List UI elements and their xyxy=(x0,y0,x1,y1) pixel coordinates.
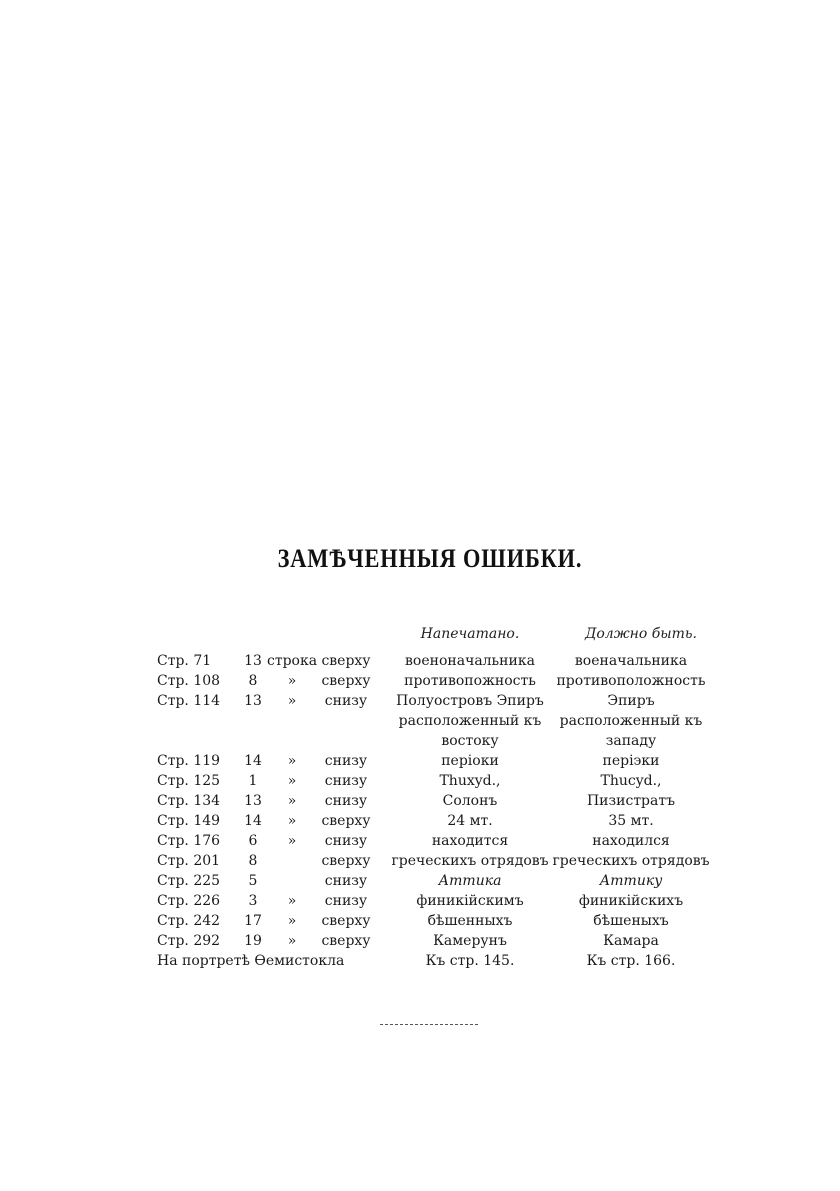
line-number: 19 xyxy=(244,933,262,949)
errata-row xyxy=(0,911,840,931)
page-ref: Стр. 108 xyxy=(157,673,221,689)
errata-row xyxy=(0,651,840,671)
correct-text: перiэки xyxy=(602,753,660,769)
line-word: » xyxy=(287,893,297,909)
printed-text: Солонъ xyxy=(442,793,498,809)
printed-text: Аттика xyxy=(438,873,502,889)
direction: снизу xyxy=(324,893,368,909)
page-ref: Стр. 226 xyxy=(157,893,221,909)
portrait-label: На портретѣ Ѳемистокла xyxy=(157,953,345,969)
line-word: » xyxy=(287,673,297,689)
page-ref: Стр. 201 xyxy=(157,853,221,869)
direction: сверху xyxy=(321,653,371,669)
line-number: 17 xyxy=(244,913,262,929)
errata-row xyxy=(0,831,840,851)
direction: снизу xyxy=(324,873,368,889)
printed-text: военоначальника xyxy=(405,653,535,669)
direction: снизу xyxy=(324,833,368,849)
printed-text: находится xyxy=(431,833,509,849)
errata-table xyxy=(0,651,840,971)
closing-rule xyxy=(380,1024,478,1025)
errata-row xyxy=(0,931,840,951)
correct-text: бѣшеныхъ xyxy=(593,913,669,929)
correct-text: 35 мт. xyxy=(608,813,654,829)
line-number: 1 xyxy=(248,773,258,789)
direction: сверху xyxy=(321,673,371,689)
printed-text: 24 мт. xyxy=(447,813,493,829)
correct-text: находился xyxy=(592,833,670,849)
direction: снизу xyxy=(324,793,368,809)
direction: снизу xyxy=(324,753,368,769)
direction: снизу xyxy=(324,773,368,789)
correct-text: Аттику xyxy=(599,873,663,889)
line-number: 13 xyxy=(244,693,262,709)
direction: сверху xyxy=(321,913,371,929)
direction: сверху xyxy=(321,853,371,869)
page-ref: Стр. 242 xyxy=(157,913,221,929)
line-number: 14 xyxy=(244,813,262,829)
line-word: » xyxy=(287,693,297,709)
page-ref: Стр. 71 xyxy=(157,653,212,669)
line-word: » xyxy=(287,913,297,929)
correct-text: Пизистратъ xyxy=(586,793,676,809)
page-ref: Стр. 114 xyxy=(157,693,221,709)
errata-row xyxy=(0,671,840,691)
line-word: » xyxy=(287,753,297,769)
page-ref: Стр. 292 xyxy=(157,933,221,949)
errata-row xyxy=(0,891,840,911)
correct-text: Къ стр. 166. xyxy=(586,953,676,969)
errata-footer-row xyxy=(0,951,840,971)
errata-row xyxy=(0,691,840,751)
printed-text: финикiйскимъ xyxy=(416,893,524,909)
page-ref: Стр. 125 xyxy=(157,773,221,789)
direction: снизу xyxy=(324,693,368,709)
line-word: » xyxy=(287,793,297,809)
line-word: » xyxy=(287,773,297,789)
errata-row xyxy=(0,851,840,871)
page-ref: Стр. 225 xyxy=(157,873,221,889)
printed-text: перiоки xyxy=(441,753,499,769)
line-number: 8 xyxy=(248,853,258,869)
errata-row xyxy=(0,871,840,891)
page-ref: Стр. 149 xyxy=(157,813,221,829)
line-number: 5 xyxy=(248,873,258,889)
page-title: ЗАМѢЧЕННЫЯ ОШИБКИ. xyxy=(277,544,583,573)
column-header-printed: Напечатано. xyxy=(420,626,520,642)
printed-text: греческихъ отрядовъ xyxy=(391,853,549,869)
line-number: 8 xyxy=(248,673,258,689)
direction: сверху xyxy=(321,933,371,949)
printed-text: Thuxyd., xyxy=(439,773,501,789)
printed-text: бѣшенныхъ xyxy=(427,913,513,929)
correct-text: греческихъ отрядовъ xyxy=(552,853,710,869)
line-number: 6 xyxy=(248,833,258,849)
page-ref: Стр. 134 xyxy=(157,793,221,809)
correct-text: Камара xyxy=(603,933,659,949)
printed-text: Къ стр. 145. xyxy=(425,953,515,969)
errata-row xyxy=(0,771,840,791)
correct-text: Эпиръ расположенный къ западу xyxy=(559,693,703,749)
errata-row xyxy=(0,811,840,831)
printed-text: противопожность xyxy=(404,673,536,689)
column-header-should-be: Должно быть. xyxy=(584,626,698,642)
errata-row xyxy=(0,791,840,811)
correct-text: противоположность xyxy=(556,673,706,689)
page-ref: Стр. 176 xyxy=(157,833,221,849)
line-number: 13 xyxy=(244,793,262,809)
page-ref: Стр. 119 xyxy=(157,753,221,769)
line-number: 14 xyxy=(244,753,262,769)
line-number: 13 xyxy=(244,653,262,669)
printed-text: Полуостровъ Эпиръ расположенный къ востоку xyxy=(396,693,544,749)
column-headers xyxy=(0,626,840,648)
line-number: 3 xyxy=(248,893,258,909)
direction: сверху xyxy=(321,813,371,829)
printed-text: Камерунъ xyxy=(433,933,507,949)
correct-text: военачальника xyxy=(574,653,688,669)
correct-text: Thucyd., xyxy=(600,773,662,789)
line-word: » xyxy=(287,933,297,949)
errata-row xyxy=(0,751,840,771)
line-word: строка xyxy=(267,653,318,669)
line-word: » xyxy=(287,833,297,849)
correct-text: финикiйскихъ xyxy=(578,893,684,909)
line-word: » xyxy=(287,813,297,829)
